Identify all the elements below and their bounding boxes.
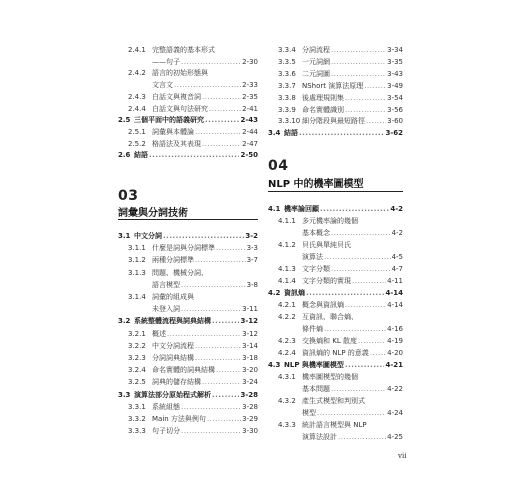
toc-entry-page: 4-20: [387, 349, 403, 357]
toc-leader-dots: [205, 116, 239, 125]
toc-entry-number: 3.4: [268, 129, 281, 138]
toc-leader-dots: [216, 244, 246, 253]
toc-entry[interactable]: [268, 229, 403, 238]
toc-entry-title: 中文分詞流程: [152, 341, 194, 350]
toc-leader-dots: [174, 81, 241, 90]
toc-entry[interactable]: [268, 129, 403, 138]
toc-entry[interactable]: [268, 313, 403, 322]
toc-entry-title: 概述: [152, 329, 166, 338]
toc-entry-number: 3.2.4: [128, 366, 146, 375]
toc-entry-page: 4-11: [387, 277, 403, 285]
toc-entry-page: 3-49: [387, 81, 403, 90]
toc-leader-dots: [212, 391, 239, 400]
toc-leader-dots: [195, 354, 241, 363]
toc-entry[interactable]: [118, 366, 258, 375]
toc-leader-dots: [345, 94, 386, 103]
toc-entry[interactable]: [118, 105, 258, 114]
toc-entry-page: 3-12: [240, 317, 258, 326]
toc-entry-title: 系統整體流程與詞典結構: [134, 317, 211, 326]
toc-entry-page: 2-33: [242, 81, 258, 90]
toc-leader-dots: [364, 82, 386, 91]
toc-entry-page: 2-47: [242, 139, 258, 148]
toc-entry[interactable]: [118, 415, 258, 424]
toc-leader-dots: [352, 277, 386, 286]
toc-leader-dots: [306, 289, 384, 298]
toc-entry-page: 3-7: [246, 256, 258, 265]
toc-entry-number: 4.2: [268, 289, 281, 297]
toc-entry-number: 3.2.3: [128, 354, 146, 362]
toc-entry-page: 2-50: [240, 151, 258, 160]
page-number: vii: [398, 452, 407, 460]
toc-leader-dots: [207, 415, 241, 424]
toc-entry-title: 兩種分詞標準: [152, 256, 194, 265]
toc-entry-number: 4.1: [268, 205, 281, 213]
chapter-divider: [118, 219, 258, 220]
toc-leader-dots: [163, 232, 244, 241]
toc-entry[interactable]: [118, 330, 258, 339]
toc-entry-number: 4.2.3: [278, 337, 296, 345]
toc-entry-title: 未登入詞: [152, 305, 180, 314]
toc-entry-number: 4.1.3: [278, 265, 296, 273]
toc-entry[interactable]: [118, 281, 258, 290]
toc-leader-dots: [195, 342, 241, 351]
toc-entry-title: 文言文: [152, 81, 173, 90]
toc-entry[interactable]: [118, 391, 258, 400]
toc-entry-page: 3-24: [242, 378, 258, 387]
toc-entry[interactable]: [118, 293, 258, 302]
toc-leader-dots: [195, 256, 246, 265]
toc-entry-number: 3.3.10: [278, 117, 301, 126]
toc-entry-title: 詞典的儲存結構: [152, 378, 201, 387]
toc-entry-number: 3.2.5: [128, 378, 146, 387]
toc-entry-number: 3.3.9: [278, 105, 296, 114]
toc-entry-page: 2-41: [242, 104, 258, 113]
toc-leader-dots: [345, 361, 385, 370]
toc-entry-page: 4-22: [387, 385, 403, 393]
toc-entry[interactable]: [268, 241, 403, 250]
toc-entry-number: 3.3.5: [278, 57, 296, 66]
toc-entry[interactable]: [268, 325, 403, 334]
toc-leader-dots: [338, 433, 386, 442]
toc-entry[interactable]: [118, 256, 258, 265]
toc-entry[interactable]: [268, 385, 403, 394]
toc-entry-title: 細分階段與最短路徑: [302, 117, 365, 126]
toc-entry-page: 3-20: [242, 366, 258, 375]
toc-leader-dots: [370, 349, 386, 358]
toc-entry-title: 文字分類的實現: [302, 277, 351, 285]
toc-entry-page: 4-2: [390, 205, 403, 213]
toc-entry-number: 4.2.1: [278, 301, 296, 309]
toc-leader-dots: [212, 317, 239, 326]
toc-entry[interactable]: [118, 354, 258, 363]
toc-leader-dots: [202, 140, 241, 149]
toc-entry-page: 4-24: [387, 409, 403, 417]
toc-entry-page: 4-2: [391, 229, 403, 237]
toc-entry-title: 分詞詞典結構: [152, 354, 194, 362]
toc-entry-number: 2.4.3: [128, 92, 146, 101]
toc-entry[interactable]: [118, 151, 258, 160]
toc-entry[interactable]: [268, 117, 403, 126]
toc-entry-title: 三個平面中的語義研究: [134, 116, 204, 125]
toc-leader-dots: [216, 366, 241, 375]
toc-entry[interactable]: [268, 205, 403, 214]
toc-entry[interactable]: [118, 128, 258, 137]
toc-entry-page: 3-54: [387, 93, 403, 102]
toc-entry-title: 交換熵和 KL 散度: [302, 337, 357, 345]
toc-entry[interactable]: [268, 70, 403, 79]
toc-entry-page: 3-29: [242, 415, 258, 423]
toc-entry-number: 3.1: [118, 232, 131, 240]
toc-leader-dots: [331, 46, 386, 55]
toc-entry-page: 2-30: [242, 57, 258, 66]
toc-leader-dots: [358, 337, 386, 346]
toc-entry[interactable]: [118, 403, 258, 412]
toc-entry-title: Main 方法與例句: [152, 415, 206, 423]
toc-entry-page: 3-2: [245, 232, 258, 240]
toc-entry-number: 4.1.1: [278, 217, 296, 225]
toc-entry-title: 資訊熵: [284, 289, 305, 297]
toc-entry-page: 4-7: [391, 265, 403, 273]
toc-entry-title: 白話文與複音詞: [152, 92, 201, 101]
toc-entry[interactable]: [118, 46, 258, 55]
toc-leader-dots: [366, 117, 386, 126]
toc-leader-dots: [181, 281, 246, 290]
toc-entry[interactable]: [118, 244, 258, 253]
toc-leader-dots: [209, 105, 241, 114]
toc-leader-dots: [202, 378, 241, 387]
toc-leader-dots: [181, 403, 241, 412]
toc-entry[interactable]: [118, 269, 258, 278]
toc-entry-title: NLP 與機率圖模型: [284, 361, 344, 369]
chapter-divider: [268, 191, 403, 192]
toc-entry-title: 資訊熵的 NLP 的意義: [302, 349, 369, 357]
toc-entry-page: 3-12: [242, 329, 258, 338]
toc-leader-dots: [331, 70, 386, 79]
toc-entry-number: 4.2.4: [278, 349, 296, 357]
toc-leader-dots: [149, 151, 239, 160]
toc-entry-title: 模型: [302, 409, 316, 417]
chapter-title: 詞彙與分詞技術: [118, 208, 188, 219]
toc-entry-title: 貝氏與單純貝氏: [302, 241, 351, 249]
toc-entry-page: 3-62: [385, 129, 403, 138]
toc-entry-title: 基本概念: [302, 229, 330, 237]
chapter-number: 03: [118, 188, 139, 204]
toc-entry-number: 3.1.1: [128, 244, 146, 253]
toc-entry-title: 演算法: [302, 253, 323, 261]
toc-entry-title: 詞彙與本體論: [152, 127, 194, 136]
toc-entry[interactable]: [268, 409, 403, 418]
toc-entry[interactable]: [268, 337, 403, 346]
toc-leader-dots: [324, 253, 391, 262]
toc-entry-page: 2-43: [240, 116, 258, 125]
toc-entry[interactable]: [268, 58, 403, 67]
toc-entry-number: 4.1.2: [278, 241, 296, 249]
toc-entry-title: 基本問題: [302, 385, 330, 393]
toc-entry-title: 文字分類: [302, 265, 330, 273]
toc-entry[interactable]: [118, 93, 258, 102]
toc-leader-dots: [331, 265, 391, 274]
toc-entry-page: 3-43: [387, 69, 403, 78]
toc-entry[interactable]: [268, 373, 403, 382]
toc-entry-number: 3.3.8: [278, 93, 296, 102]
toc-entry[interactable]: [268, 433, 403, 442]
toc-entry-page: 3-11: [242, 305, 258, 314]
toc-leader-dots: [181, 427, 241, 436]
toc-entry-title: 分詞流程: [302, 46, 330, 54]
toc-entry-page: 3-56: [387, 105, 403, 114]
toc-entry-title: 後處理規則集: [302, 93, 344, 102]
toc-entry-number: 2.5: [118, 116, 131, 125]
toc-leader-dots: [345, 301, 386, 310]
toc-entry[interactable]: [268, 265, 403, 274]
toc-entry-title: 中文分詞: [134, 232, 162, 240]
toc-entry[interactable]: [118, 427, 258, 436]
toc-leader-dots: [317, 409, 386, 418]
toc-entry[interactable]: [118, 140, 258, 149]
toc-leader-dots: [331, 58, 386, 67]
chapter-title: NLP 中的機率圖模型: [268, 179, 364, 190]
toc-entry-title: 問題、機械分詞、: [152, 268, 208, 277]
toc-entry-number: 2.4.4: [128, 104, 146, 113]
toc-entry[interactable]: [268, 349, 403, 358]
toc-entry-title: 多元機率論的幾個: [302, 217, 358, 225]
toc-entry-page: 4-19: [387, 337, 403, 345]
toc-entry-title: 一元詞網: [302, 57, 330, 66]
toc-entry[interactable]: [268, 301, 403, 310]
toc-entry-number: 4.1.4: [278, 277, 296, 285]
toc-entry-title: 命名實體的詞典結構: [152, 366, 215, 375]
toc-entry-title: 命名實體識別: [302, 105, 344, 114]
toc-leader-dots: [299, 129, 384, 138]
toc-entry-number: 2.5.1: [128, 127, 146, 136]
toc-entry-number: 4.3.3: [278, 421, 296, 429]
toc-entry-title: 詞彙的組成與: [152, 293, 194, 301]
toc-entry-title: 語言的初始形態與: [152, 69, 208, 78]
toc-entry-title: 句子切分: [152, 427, 180, 436]
toc-entry-page: 4-14: [385, 289, 403, 297]
toc-entry[interactable]: [268, 253, 403, 262]
toc-entry-number: 4.3: [268, 361, 281, 369]
toc-entry-title: NShort 演算法原理: [302, 81, 364, 90]
toc-entry-title: 統計語言模型與 NLP: [302, 421, 367, 429]
toc-entry[interactable]: [268, 277, 403, 286]
toc-entry-number: 2.4.2: [128, 69, 146, 78]
toc-entry-number: 4.2.2: [278, 313, 296, 321]
toc-entry-number: 3.1.2: [128, 256, 146, 265]
toc-entry[interactable]: [118, 116, 258, 125]
toc-entry-title: 機率論回顧: [284, 205, 319, 213]
toc-entry-page: 3-18: [242, 354, 258, 362]
toc-entry-page: 3-30: [242, 427, 258, 436]
toc-entry-page: 3-14: [242, 341, 258, 350]
toc-entry-page: 4-5: [391, 253, 403, 261]
toc-entry-title: 白話文與句法研究: [152, 104, 208, 113]
toc-leader-dots: [331, 229, 391, 238]
toc-entry[interactable]: [268, 46, 403, 55]
toc-entry-number: 3.3.1: [128, 402, 146, 411]
toc-entry[interactable]: [268, 421, 403, 430]
toc-entry-page: 3-8: [246, 280, 258, 289]
toc-entry[interactable]: [268, 361, 403, 370]
toc-entry-page: 4-16: [387, 325, 403, 333]
toc-leader-dots: [167, 330, 241, 339]
toc-entry-number: 2.4.1: [128, 46, 146, 54]
toc-entry-number: 3.2: [118, 317, 131, 326]
toc-entry[interactable]: [118, 81, 258, 90]
toc-entry[interactable]: [268, 94, 403, 103]
toc-entry-page: 3-3: [246, 244, 258, 253]
toc-entry-page: 3-60: [387, 117, 403, 126]
toc-entry-title: 結語: [134, 151, 148, 160]
toc-entry-number: 2.5.2: [128, 139, 146, 148]
toc-entry-title: 演算法設計: [302, 433, 337, 441]
toc-entry-title: 互資訊、聯合熵、: [302, 313, 358, 321]
toc-entry-number: 4.3.2: [278, 397, 296, 405]
toc-entry-number: 3.2.1: [128, 329, 146, 338]
toc-entry[interactable]: [268, 217, 403, 226]
toc-entry-title: 概念與資訊熵: [302, 301, 344, 309]
toc-entry-number: 3.1.4: [128, 293, 146, 301]
toc-entry-title: 產生式模型和判別式: [302, 397, 365, 405]
toc-entry-number: 3.3.2: [128, 415, 146, 423]
chapter-number: 04: [268, 158, 289, 174]
toc-entry-title: 什麼是詞與分詞標準: [152, 244, 215, 253]
toc-entry-title: 機率圖模型的幾個: [302, 373, 358, 381]
toc-entry-page: 2-44: [242, 127, 258, 136]
toc-entry[interactable]: [268, 397, 403, 406]
toc-entry-number: 3.3.3: [128, 427, 146, 436]
toc-entry-number: 3.3.7: [278, 81, 296, 90]
toc-leader-dots: [324, 325, 386, 334]
toc-entry-title: 格語法及其表現: [152, 139, 201, 148]
toc-entry-title: 語言模型: [152, 280, 180, 289]
toc-entry[interactable]: [268, 106, 403, 115]
toc-leader-dots: [202, 93, 241, 102]
toc-entry[interactable]: [118, 58, 258, 67]
toc-entry[interactable]: [118, 232, 258, 241]
toc-leader-dots: [181, 305, 241, 314]
toc-entry-number: 4.3.1: [278, 373, 296, 381]
toc-entry-page: 3-35: [387, 57, 403, 66]
toc-entry-title: 完整語義的基本形式: [152, 46, 215, 54]
toc-leader-dots: [345, 106, 386, 115]
toc-entry-title: 演算法部分原始程式解析: [134, 390, 211, 399]
toc-entry-number: 3.2.2: [128, 341, 146, 350]
toc-entry-page: 3-28: [240, 390, 258, 399]
toc-entry[interactable]: [118, 342, 258, 351]
toc-entry[interactable]: [268, 82, 403, 91]
toc-entry-number: 2.6: [118, 151, 131, 160]
toc-entry-number: 3.3: [118, 390, 131, 399]
toc-entry-page: 3-34: [387, 46, 403, 54]
toc-leader-dots: [195, 128, 241, 137]
toc-entry-page: 4-21: [385, 361, 403, 369]
toc-leader-dots: [181, 58, 241, 67]
toc-entry[interactable]: [118, 305, 258, 314]
toc-entry-page: 2-35: [242, 92, 258, 101]
toc-entry-page: 4-25: [387, 433, 403, 441]
toc-entry-number: 3.3.4: [278, 46, 296, 54]
toc-entry-title: 二元詞圖: [302, 69, 330, 78]
toc-entry-number: 3.3.6: [278, 69, 296, 78]
toc-entry[interactable]: [118, 69, 258, 78]
toc-entry[interactable]: [268, 289, 403, 298]
toc-entry-title: 條件熵: [302, 325, 323, 333]
toc-entry[interactable]: [118, 317, 258, 326]
toc-leader-dots: [320, 205, 389, 214]
toc-leader-dots: [331, 385, 386, 394]
toc-entry-page: 4-14: [387, 301, 403, 309]
toc-entry-page: 3-28: [242, 402, 258, 411]
toc-entry-number: 3.1.3: [128, 268, 146, 277]
toc-entry-title: ——句子: [152, 57, 180, 66]
toc-entry[interactable]: [118, 378, 258, 387]
toc-entry-title: 結語: [284, 129, 298, 138]
toc-entry-title: 系統組態: [152, 402, 180, 411]
